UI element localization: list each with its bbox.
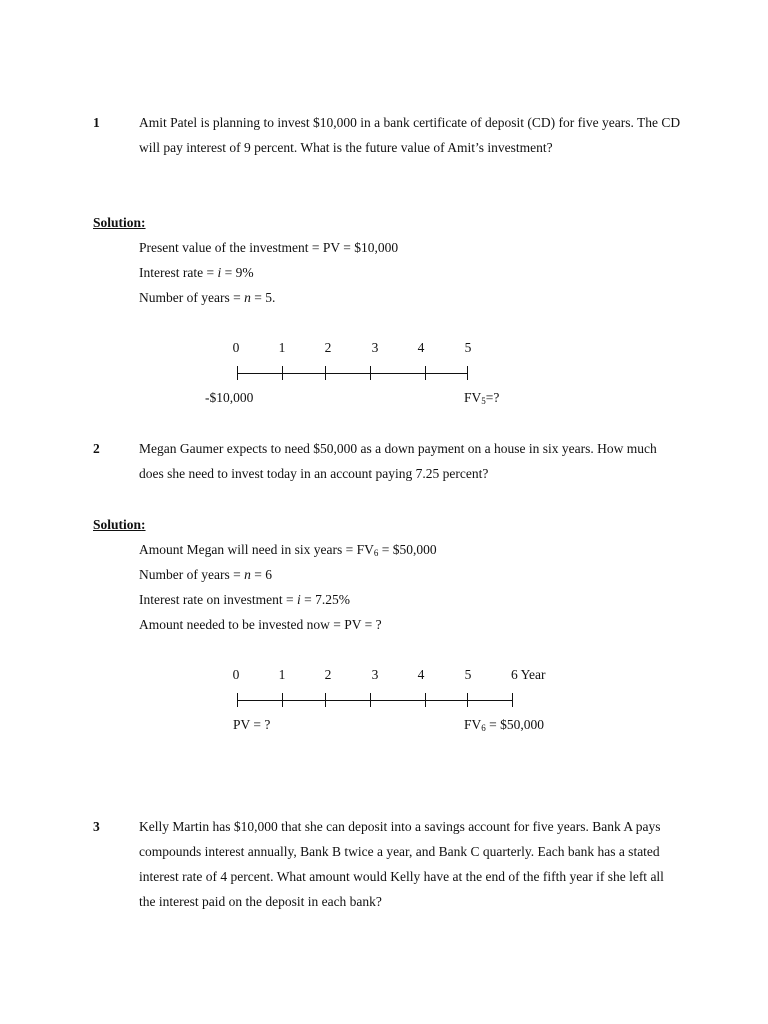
q1-years-line: Number of years = n = 5. [139,290,276,305]
question-2-number: 2 [93,441,100,456]
q1-pv-line: Present value of the investment = PV = $10,000 [139,240,399,255]
timeline-1-tick-label: 4 [417,340,425,355]
question-1-number: 1 [93,115,100,130]
timeline-1-left-label: -$10,000 [205,390,254,405]
timeline-2-right-label: $FV_6$ = $50,000 [464,717,545,733]
timeline-1-tick-label: 3 [371,340,379,355]
solution-1-heading: Solution: [93,215,146,230]
q1-rate-line: Interest rate = i = 9% [139,265,254,280]
timeline-2-tick-label: 2 [324,667,332,682]
q2-years-line: Number of years = n = 6 [139,567,272,582]
timeline-1-tick [425,366,426,380]
timeline-2-tick-label: 6 Year [511,667,546,682]
q2-rate-line: Interest rate on investment = i = 7.25% [139,592,350,607]
timeline-1-tick [282,366,283,380]
timeline-1-right-label: $FV_5=$? [464,390,500,406]
timeline-1-tick-label: 1 [278,340,286,355]
timeline-2-tick-label: 4 [417,667,425,682]
question-3-number: 3 [93,819,100,834]
question-2-text: Megan Gaumer expects to need $50,000 as a down payment on a house in six years. How much does she need to invest today in an account paying 7.25 percent? [139,441,657,481]
timeline-2-tick-label: 3 [371,667,379,682]
timeline-1-tick [325,366,326,380]
timeline-2-tick-label: 5 [464,667,472,682]
timeline-2-tick [325,693,326,707]
solution-2-label: Solution [93,517,142,532]
timeline-2-left-label: PV = ? [233,717,271,732]
question-3-text: Kelly Martin has $10,000 that she can deposit into a savings account for five years. Bank A pays compounds interest annually, Bank B twice a year, and Bank C quarterly. Each bank has a stated interest rate of 4 percent. What amount would Kelly have at the end of the fifth year if she left all the interest paid on the deposit in each bank? [139,819,664,909]
q2-need-line: Amount Megan will need in six years = $FV_6$ = $50,000 [139,542,437,558]
question-1-text: Amit Patel is planning to invest $10,000 in a bank certificate of deposit (CD) for five years. The CD will pay interest of 9 percent. What is the future value of Amit’s investment? [139,115,681,155]
timeline-2-axis [237,700,513,701]
timeline-2-tick [467,693,468,707]
timeline-1-axis [237,373,467,374]
timeline-1-tick-label: 2 [324,340,332,355]
timeline-2-tick [237,693,238,707]
timeline-1-tick [370,366,371,380]
solution-2-heading: Solution: [93,517,146,532]
timeline-1-tick [237,366,238,380]
timeline-1-tick-label: 5 [464,340,472,355]
timeline-2-tick [370,693,371,707]
solution-1-label: Solution [93,215,142,230]
timeline-2-tick-label: 1 [278,667,286,682]
timeline-2-tick [282,693,283,707]
timeline-1-tick [467,366,468,380]
q2-pv-line: Amount needed to be invested now = PV = ? [139,617,382,632]
timeline-2-tick [512,693,513,707]
timeline-1-tick-label: 0 [232,340,240,355]
timeline-2-tick-label: 0 [232,667,240,682]
timeline-2-tick [425,693,426,707]
